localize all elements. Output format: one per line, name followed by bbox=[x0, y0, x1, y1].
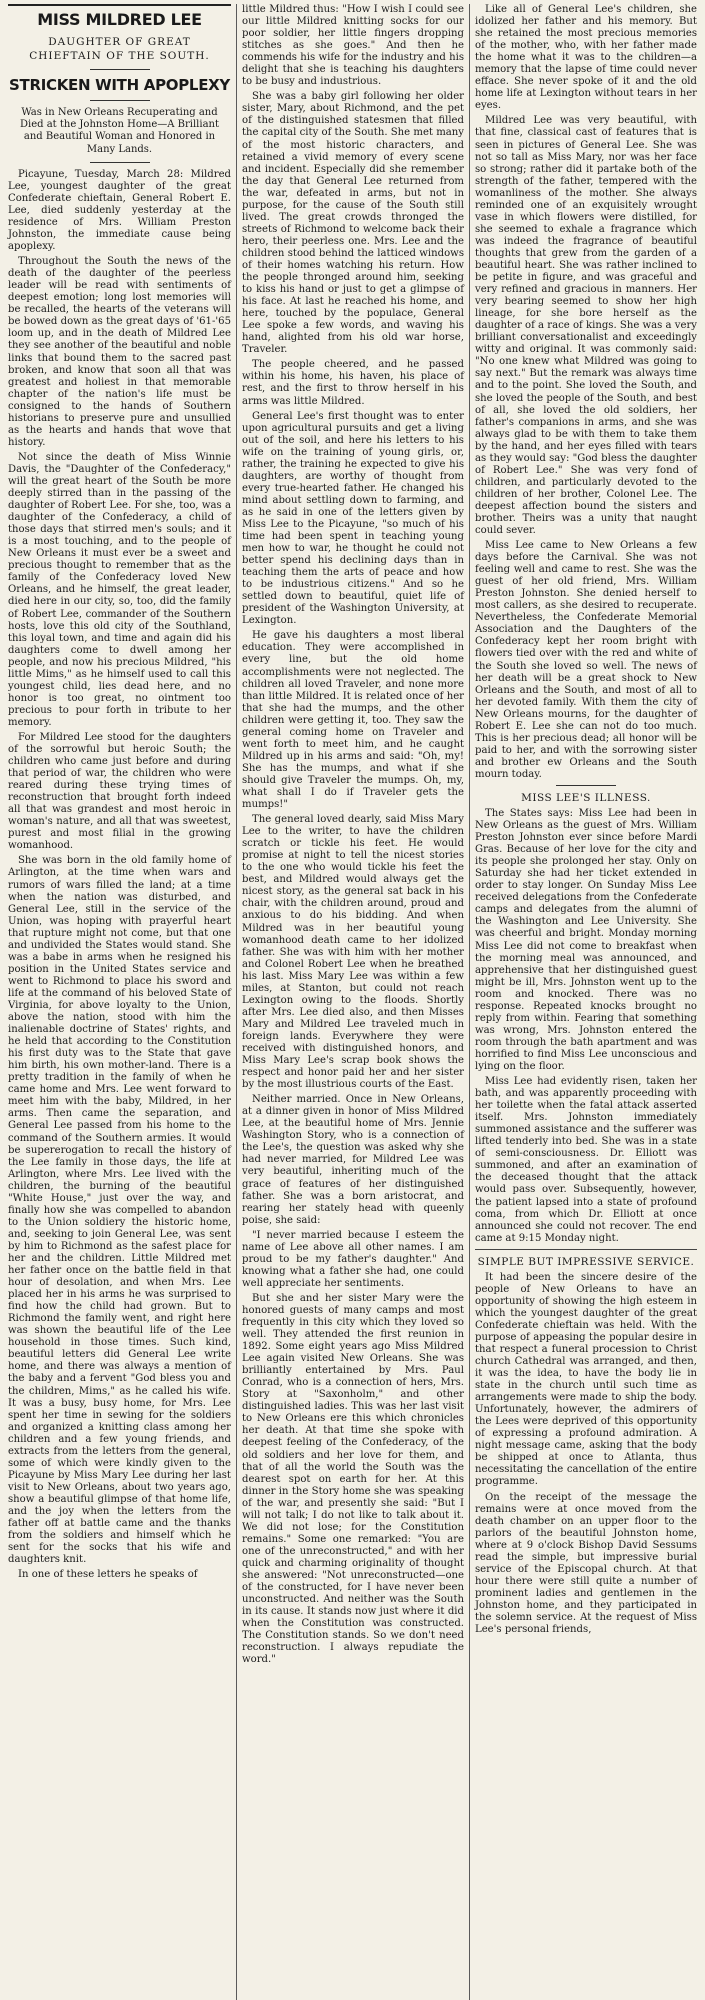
paragraph: On the receipt of the message the remains were at once moved from the death chamber on an upper floor to the parlors of the beautiful Johnston home, where at 9 o'clock Bishop David Sessums read the simple, but impressive burial service of the Episcopal church. At that hour there were still quite a number of prominent ladies and gentlemen in the Johnston home, and they participated in the solemn service. At the request of Miss Lee's personal friends, bbox=[475, 1491, 697, 1636]
section-heading-service: SIMPLE BUT IMPRESSIVE SERVICE. bbox=[477, 1255, 695, 1268]
divider bbox=[90, 69, 150, 70]
paragraph: For Mildred Lee stood for the daughters of the sorrowful but heroic South; the children who came just before and during that period of war, the children who were reared during these trying times of reconstruction that brought forth indeed all that was grandest and most heroic in woman's nature, and all that was sweetest, purest and most filial in the growing womanhood. bbox=[8, 731, 231, 852]
divider bbox=[90, 100, 150, 101]
column-2 bbox=[236, 4, 469, 2000]
paragraph: Mildred Lee was very beautiful, with that fine, classical cast of features that is seen in pictures of General Lee. She was not so tall as Miss Mary, nor was her face so strong; rather did it partake both of the strength of the father, tempered with the womanliness of the mother. She always reminded one of an exquisitely wrought vase in which flowers were distilled, for she seemed to exhale a fragrance which was indeed the fragrance of beautiful thoughts that grew from the garden of a beautiful heart. She was rather inclined to be petite in figure, and was graceful and very refined and gracious in manners. Her very bearing seemed to show her high lineage, for she bore herself as the daughter of a race of kings. She was a very brilliant conversationalist and exceedingly witty and original. It was commonly said: "No one knew what Mildred was going to say next." But the remark was always time and to the point. She loved the South, and she loved the people of the South, and best of all, she loved the old soldiers, her father's companions in arms, and she was always glad to be with them to take them by the hand, and her eyes filled with tears as they would say: "God bless the daughter of Robert Lee." She was very fond of children, and particularly devoted to the children of her brother, Colonel Lee. The deepest affection bound the sisters and brother. Theirs was a unity that naught could sever. bbox=[475, 115, 697, 537]
section-heading-illness: MISS LEE'S ILLNESS. bbox=[521, 792, 651, 804]
headline: MISS MILDRED LEE bbox=[37, 10, 202, 29]
paragraph: Picayune, Tuesday, March 28: Mildred Lee, youngest daughter of the great Confederate chieftain, General Robert E. Lee, died suddenly yesterday at the residence of Mrs. William Preston Johnston, the immediate cause being apoplexy. bbox=[8, 168, 231, 253]
paragraph: In one of these letters he speaks of bbox=[18, 1569, 198, 1581]
subheadline: DAUGHTER OF GREAT CHIEFTAIN OF THE SOUTH. bbox=[29, 36, 210, 62]
paragraph: The general loved dearly, said Miss Mary Lee to the writer, to have the children scratch or tickle his feet. He would promise at night to tell the nicest stories to the one who would tickle his feet the best, and Mildred would always get the nicest story, as the general sat back in his chair, with the children around, proud and anxious to do his bidding. And when Mildred was in her beautiful young womanhood death came to her idolized father. She was with him with her mother and Colonel Robert Lee when he breathed his last. Miss Mary Lee was within a few miles, at Stanton, but could not reach Lexington owing to the floods. Shortly after Mrs. Lee died also, and then Misses Mary and Mildred Lee traveled much in foreign lands. Everywhere they were received with distinguished honors, and Miss Mary Lee's scrap book shows the respect and honor paid her and her sister by the most illustrious courts of the East. bbox=[242, 814, 464, 1091]
paragraph: Not since the death of Miss Winnie Davis, the "Daughter of the Confederacy," will the great heart of the South be more deeply stirred than in the passing of the daughter of Robert Lee. For she, too, was a daughter of the Confederacy, a child of those days that stirred men's souls; and it is a most touching, and to the people of New Orleans it must ever be a sweet and precious thought to remember that as the family of the Confederacy loved New Orleans, and he himself, the great leader, died here in our city, so, too, did the family of Robert Lee, commander of the Southern hosts, love this old city of the Southland, this loyal town, and time and again did his daughters come to dwell among her people, and now his precious Mildred, "his little Mims," as he himself used to call this youngest child, lies dead here, and no honor is too great, no ointment too precious to pour forth in tribute to her memory. bbox=[8, 451, 231, 728]
paragraph: Miss Lee came to New Orleans a few days before the Carnival. She was not feeling well and came to rest. She was the guest of her old friend, Mrs. William Preston Johnston. She denied herself to most callers, as she desired to recuperate. Nevertheless, the Confederate Memorial Association and the Daughters of the Confederacy kept her room bright with flowers tied over with the red and white of the South she loved so well. The news of her death will be a great shock to New Orleans and the South, and most of all to her devoted family. With them the city of New Orleans mourns, for the daughter of Robert E. Lee she can not do too much. This is her precious dead; all honor will be paid to her, and with the sorrowing sister and brother ew Orleans and the South mourn today. bbox=[475, 540, 697, 780]
divider bbox=[90, 162, 150, 163]
column-3 bbox=[469, 4, 702, 2000]
divider bbox=[556, 785, 616, 786]
deck: Was in New Orleans Recuperating and Died at the Johnston Home—A Brilliant and Beautiful Woman and Honored in Many Lands. bbox=[19, 107, 219, 155]
paragraph: Like all of General Lee's children, she idolized her father and his memory. But she retained the most precious memories of the mother, who, with her father made the home what it was to the children—a memory that the lapse of time could never efface. She never spoke of it and the old home life at Lexington without tears in her eyes. bbox=[475, 4, 697, 112]
divider bbox=[475, 1249, 697, 1250]
top-rule bbox=[8, 4, 231, 6]
headline-secondary: STRICKEN WITH APOPLEXY bbox=[9, 76, 230, 94]
paragraph: He gave his daughters a most liberal education. They were accomplished in every line, but the old home accomplishments were not neglected. The children all loved Traveler, and none more than little Mildred. It is related once of her that she had the mumps, and the other children were getting it, too. They saw the general coming home on Traveler and went forth to meet him, and he caught Mildred up in his arms and said: "Oh, my! She has the mumps, and what if she should give Traveler the mumps. Oh, my, what shall I do if Traveler gets the mumps!" bbox=[242, 630, 464, 811]
paragraph: Neither married. Once in New Orleans, at a dinner given in honor of Miss Mildred Lee, at the beautiful home of Mrs. Jennie Washington Story, who is a connection of the Lee's, the question was asked why she had never married, for Mildred Lee was very beautiful, inheriting much of the grace of features of her distinguished father. She was a born aristocrat, and rearing her stately head with queenly poise, she said: bbox=[242, 1094, 464, 1226]
paragraph: She was a baby girl following her older sister, Mary, about Richmond, and the pet of the distinguished statesmen that filled the capital city of the South. She met many of the most historic characters, and retained a vivid memory of every scene and incident. Especially did she remember the day that General Lee returned from the war, defeated in arms, but not in purpose, for the cause of the South still lived. The great crowds thronged the streets of Richmond to welcome back their hero, their peerless one. Mrs. Lee and the children stood behind the latticed windows of their homes watching his return. How the people thronged around him, seeking to kiss his hand or just to get a glimpse of his face. At last he reached his home, and here, touched by the populace, General Lee spoke a few words, and waving his hand, alighted from his old war horse, Traveler. bbox=[242, 91, 464, 356]
column-1 bbox=[3, 4, 236, 2000]
paragraph: General Lee's first thought was to enter upon agricultural pursuits and get a living out of the soil, and here his letters to his wife on the training of young girls, or, rather, the training he expected to give his daughters, are worthy of thought from every true-hearted father. He changed his mind about settling down to farming, and as he said in one of the letters given by Miss Lee to the Picayune, "so much of his time had been spent in teaching young men how to war, he thought he could not better spend his declining days than in teaching them the arts of peace and how to be industrious citizens." And so he settled down to beautiful, quiet life of president of the Washington University, at Lexington. bbox=[242, 410, 464, 627]
paragraph: "I never married because I esteem the name of Lee above all other names. I am proud to be my father's daughter." And knowing what a father she had, one could well appreciate her sentiments. bbox=[242, 1229, 464, 1289]
paragraph: But she and her sister Mary were the honored guests of many camps and most frequently in this city which they loved so well. They attended the first reunion in 1892. Some eight years ago Miss Mildred Lee again visited New Orleans. She was brilliantly entertained by Mrs. Paul Conrad, who is a connection of hers, Mrs. Story at "Saxonholm," and other distinguished ladies. This was her last visit to New Orleans ere this which chronicles her death. At that time she spoke with deepest feeling of the Confederacy, of the old soldiers and her love for them, and that of all the world the South was the dearest spot on earth for her. At this dinner in the Story home she was speaking of the war, and presently she said: "But I will not talk; I do not like to talk about it. We did not lose; for the Constitution remains." Some one remarked: "You are one of the unreconstructed," and with her quick and charming originality of thought she answered: "Not unreconstructed—one of the constructed, for I have never been unconstructed. And neither was the South in its cause. It stands now just where it did when the Constitution was constructed. The Constitution stands. So we don't need reconstruction. I always repudiate the word." bbox=[242, 1292, 464, 1666]
paragraph: It had been the sincere desire of the people of New Orleans to have an opportunity of showing the high esteem in which the youngest daughter of the great Confederate chieftain was held. With the purpose of appeasing the popular desire in that respect a funeral procession to Christ church Cathedral was arranged, and then, it was the idea, to have the body lie in state in the church until such time as arrangements were made to ship the body. Unfortunately, however, the admirers of the Lees were deprived of this opportunity of expressing a profound admiration. A night message came, asking that the body be shipped at once to Atlanta, thus necessitating the cancellation of the entire programme. bbox=[475, 1271, 697, 1488]
paragraph: little Mildred thus: "How I wish I could see our little Mildred knitting socks for our poor soldier, her little fingers dropping stitches as she goes." And then he commends his wife for the industry and his delight that she is teaching his daughters to be busy and industrious. bbox=[242, 4, 464, 88]
paragraph: Miss Lee had evidently risen, taken her bath, and was apparently proceeding with her toilette when the fatal attack asserted itself. Mrs. Johnston immediately summoned assistance and the sufferer was lifted tenderly into bed. She was in a state of semi-consciousness. Dr. Elliott was summoned, and after an examination of the deceased thought that the attack would pass over. Subsequently, however, the patient lapsed into a state of profound coma, from which Dr. Elliott at once announced she could not recover. The end came at 9:15 Monday night. bbox=[475, 1076, 697, 1244]
paragraph: Throughout the South the news of the death of the daughter of the peerless leader will be read with sentiments of deepest emotion; long lost memories will be recalled, the hearts of the veterans will be bowed down as the great days of '61-'65 loom up, and in the death of Mildred Lee they see another of the beautiful and noble links that bound them to the sacred past broken, and know that soon all that was greatest and holiest in that memorable chapter of the nation's life must be consigned to the hands of Southern historians to preserve pure and unsullied as the hearts and hands that wove that history. bbox=[8, 256, 231, 448]
paragraph: She was born in the old family home of Arlington, at the time when wars and rumors of wars filled the land; at a time when the nation was disturbed, and General Lee, still in the service of the Union, was hoping with prayerful heart that rupture might not come, but that one and undivided the States would stand. She was a babe in arms when he resigned his position in the United States service and went to Richmond to place his sword and life at the command of his beloved State of Virginia, for above loyalty to the Union, above the nation, stood with him the inalienable doctrine of States' rights, and he held that according to the Constitution his first duty was to the State that gave him birth, his own mother-land. There is a pretty tradition in the family of when he came home and Mrs. Lee went forward to meet him with the baby, Mildred, in her arms. Then came the separation, and General Lee passed from his home to the command of the Southern armies. It would be supererogation to recall the history of the Lee family in those days, the life at Arlington, where Mrs. Lee lived with the children, the burning of the beautiful "White House," just over the way, and finally how she was compelled to abandon to the Union soldiery the historic home, and, seeking to join General Lee, was sent by him to Richmond as the safest place for her and the children. Little Mildred met her father once on the battle field in that hour of desolation, and when Mrs. Lee placed her in his arms he was surprised to find how the child had grown. But to Richmond the family went, and right here was shown the beautiful life of the Lee household in those times. Such kind, beautiful letters did General Lee write home, and there was always a mention of the baby and a fervent "God bless you and the children, Mims," as he called his wife. It was a busy, busy home, for Mrs. Lee spent her time in sewing for the soldiers and organized a knitting class among her children and a few young friends, and extracts from the letters from the general, some of which were kindly given to the Picayune by Miss Mary Lee during her last visit to New Orleans, about two years ago, show a beautiful glimpse of that home life, and the joy when the letters from the father off at battle came and the thanks from the soldiers and himself which he sent for the socks that his wife and daughters knit. bbox=[8, 855, 231, 1566]
paragraph: The States says: Miss Lee had been in New Orleans as the guest of Mrs. William Preston Johnston ever since before Mardi Gras. Because of her love for the city and its people she prolonged her stay. Only on Saturday she had her ticket extended in order to stay longer. On Sunday Miss Lee received delegations from the Confederate camps and delegates from the alumni of the Washington and Lee University. She was cheerful and bright. Monday morning Miss Lee did not come to breakfast when the morning meal was announced, and apprehensive that her distinguished guest might be ill, Mrs. Johnston went up to the room and knocked. There was no response. Repeated knocks brought no reply from within. Fearing that something was wrong, Mrs. Johnston entered the room through the bath apartment and was horrified to find Miss Lee unconscious and lying on the floor. bbox=[475, 808, 697, 1072]
paragraph: The people cheered, and he passed within his home, his haven, his place of rest, and the first to throw herself in his arms was little Mildred. bbox=[242, 359, 464, 407]
